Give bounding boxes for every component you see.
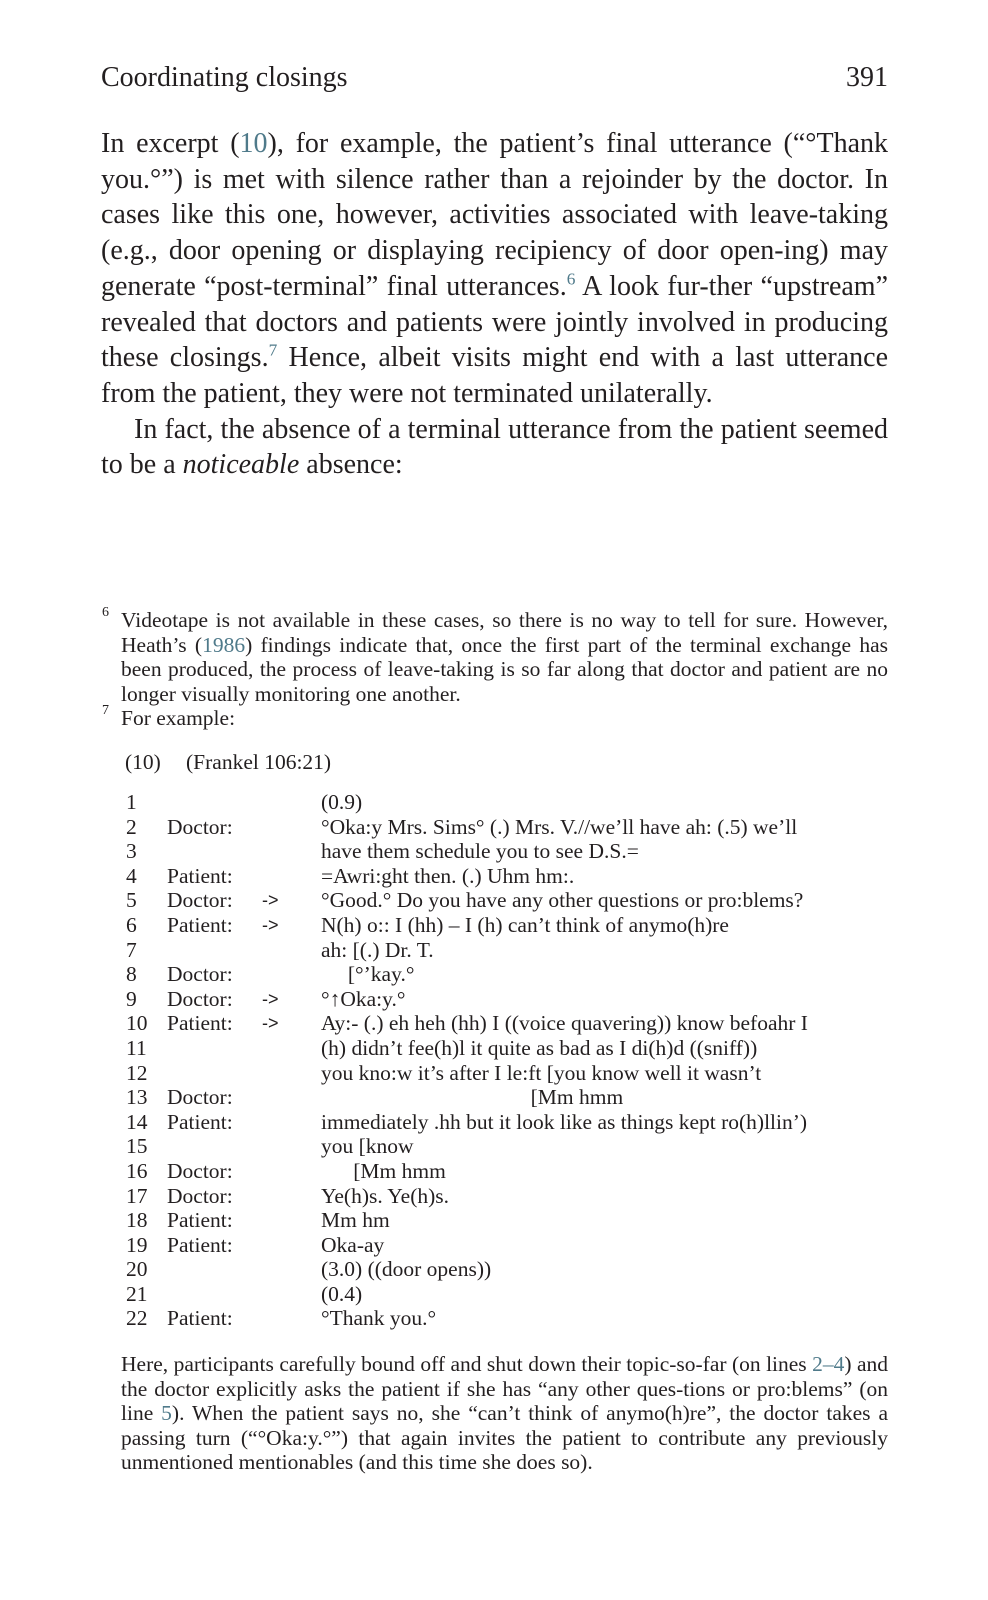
- speaker-label: Doctor:: [167, 986, 233, 1011]
- transcript-line: [126, 815, 886, 840]
- transcript-line: [126, 1159, 886, 1184]
- utterance: (h) didn’t fee(h)l it quite as bad as I di(h)d ((sniff)): [321, 1035, 758, 1060]
- p1-text-a: In excerpt (: [101, 128, 240, 159]
- line-ref-link[interactable]: 5: [161, 1401, 172, 1425]
- running-title: Coordinating closings: [101, 62, 348, 93]
- utterance: [°’kay.°: [321, 962, 415, 987]
- footnote-7: [102, 703, 888, 731]
- speaker-label: Patient:: [167, 863, 233, 888]
- fn6-text-b: ) findings indicate that, once the first part of the terminal exchange has been produced, the process of leave-taking is so far along that doctor and patient are no longer visually monitoring one another.: [121, 632, 888, 706]
- main-text: [101, 126, 888, 483]
- transcript-line: [126, 1036, 886, 1061]
- utterance: =Awri:ght then. (.) Uhm hm:.: [321, 863, 575, 888]
- excerpt-source: (Frankel 106:21): [186, 750, 332, 774]
- line-number: 15: [126, 1134, 148, 1159]
- line-number: 10: [126, 1011, 148, 1036]
- footnote-mark-7: 7: [102, 703, 109, 718]
- line-number: 5: [126, 888, 137, 913]
- speaker-label: Patient:: [167, 1011, 233, 1036]
- excerpt-number: (10): [125, 750, 161, 774]
- utterance: [Mm hmm: [321, 1158, 446, 1183]
- utterance: you [know: [321, 1134, 414, 1159]
- p1-text-c: A look fur-ther “upstream” revealed that doctors and patients were jointly involved in producing these closings.: [101, 270, 888, 374]
- line-number: 16: [126, 1158, 148, 1183]
- transcript-line: [126, 1208, 886, 1233]
- transcript-line: [126, 962, 886, 987]
- line-number: 13: [126, 1085, 148, 1110]
- p1-text-d: Hence, albeit visits might end with a last utterance from the patient, they were not terminated unilaterally.: [101, 342, 889, 409]
- line-number: 4: [126, 863, 137, 888]
- transcript-line: [126, 1184, 886, 1209]
- line-number: 7: [126, 937, 137, 962]
- utterance: °Good.° Do you have any other questions or pro:blems?: [321, 888, 804, 913]
- utterance: °Oka:y Mrs. Sims° (.) Mrs. V.//we’ll have ah: (.5) we’ll: [321, 814, 798, 839]
- transcript-line: [126, 1134, 886, 1159]
- utterance: °Thank you.°: [321, 1306, 437, 1331]
- utterance: you kno:w it’s after I le:ft [you know well it wasn’t: [321, 1060, 762, 1085]
- utterance: (0.4): [321, 1281, 363, 1306]
- utterance: °↑Oka:y.°: [321, 986, 406, 1011]
- closing-paragraph: [121, 1352, 888, 1475]
- utterance: immediately .hh but it look like as things kept ro(h)llin’): [321, 1109, 808, 1134]
- line-number: 17: [126, 1183, 148, 1208]
- line-number: 18: [126, 1208, 148, 1233]
- lines-ref-link[interactable]: 2–4: [812, 1352, 845, 1376]
- utterance: Mm hm: [321, 1208, 390, 1233]
- speaker-label: Doctor:: [167, 1158, 233, 1183]
- utterance: have them schedule you to see D.S.=: [321, 839, 639, 864]
- footnotes: [102, 605, 888, 731]
- transcript-line: [126, 790, 886, 815]
- footnote-ref-6[interactable]: 6: [566, 269, 576, 289]
- transcript-line: [126, 1233, 886, 1258]
- emphasis-noticeable: noticeable: [182, 449, 300, 481]
- speaker-label: Doctor:: [167, 888, 233, 913]
- speaker-label: Patient:: [167, 1109, 233, 1134]
- arrow-marker: ->: [262, 890, 279, 911]
- speaker-label: Patient:: [167, 1306, 233, 1331]
- line-number: 9: [126, 986, 137, 1011]
- speaker-label: Doctor:: [167, 1085, 233, 1110]
- speaker-label: Patient:: [167, 912, 233, 937]
- utterance: N(h) o:: I (hh) – I (h) can’t think of anymo(h)re: [321, 912, 729, 937]
- p1-text-b: ), for example, the patient’s final utterance (“°Thank you.°”) is met with silence rather than a rejoinder by the doctor. In cases like this one, however, activities associated with leave-taking (e.g., door opening or displaying recipiency of door open-ing) may generate “post-terminal” final utterances.: [101, 128, 888, 302]
- transcript-line: [126, 1011, 886, 1036]
- line-number: 20: [126, 1257, 148, 1282]
- p2-text-a: In fact, the absence of a terminal utterance from the patient seemed to be a: [101, 413, 888, 481]
- transcript-line: [126, 1110, 886, 1135]
- line-number: 19: [126, 1232, 148, 1257]
- speaker-label: Doctor:: [167, 962, 233, 987]
- excerpt-ref-link[interactable]: 10: [239, 128, 268, 159]
- running-header: [101, 62, 888, 102]
- transcript-line: [126, 1306, 886, 1331]
- paragraph-2: [101, 412, 888, 483]
- speaker-label: Doctor:: [167, 1183, 233, 1208]
- utterance: (3.0) ((door opens)): [321, 1257, 492, 1282]
- line-number: 2: [126, 814, 137, 839]
- arrow-marker: ->: [262, 988, 279, 1009]
- transcript-line: [126, 1282, 886, 1307]
- transcript-line: [126, 987, 886, 1012]
- line-number: 11: [126, 1035, 147, 1060]
- line-number: 22: [126, 1306, 148, 1331]
- fn6-text-a: Videotape is not available in these cases, so there is no way to tell for sure. However, Heath’s (: [121, 608, 888, 657]
- line-number: 12: [126, 1060, 148, 1085]
- paragraph-1: [101, 126, 888, 412]
- closing-text-b: ) and the doctor explicitly asks the patient if she has “any other ques-tions or pro:blems” (on line: [121, 1352, 888, 1425]
- transcript-line: [126, 839, 886, 864]
- transcript-line: [126, 913, 886, 938]
- utterance: Oka-ay: [321, 1232, 385, 1257]
- utterance: [Mm hmm: [321, 1085, 624, 1110]
- line-number: 1: [126, 790, 137, 814]
- arrow-marker: ->: [262, 914, 279, 935]
- transcript-line: [126, 1085, 886, 1110]
- transcript-line: [126, 1061, 886, 1086]
- speaker-label: Patient:: [167, 1208, 233, 1233]
- page-number: 391: [846, 62, 888, 93]
- citation-link-1986[interactable]: 1986: [202, 632, 246, 657]
- transcript: [126, 790, 886, 1331]
- line-number: 8: [126, 962, 137, 987]
- p2-text-b: absence:: [299, 449, 403, 481]
- speaker-label: Patient:: [167, 1232, 233, 1257]
- line-number: 14: [126, 1109, 148, 1134]
- footnote-ref-7[interactable]: 7: [268, 340, 278, 360]
- fn7-text: For example:: [121, 706, 236, 730]
- closing-text-c: ). When the patient says no, she “can’t think of anymo(h)re”, the doctor takes a passing turn (“°Oka:y.°”) that again invites the patient to contribute any previously unmentioned mentionables (and this time she does so).: [121, 1401, 888, 1474]
- transcript-line: [126, 1257, 886, 1282]
- line-number: 3: [126, 839, 137, 864]
- arrow-marker: ->: [262, 1013, 279, 1034]
- speaker-label: Doctor:: [167, 814, 233, 839]
- utterance: (0.9): [321, 790, 363, 814]
- transcript-line: [126, 938, 886, 963]
- transcript-line: [126, 864, 886, 889]
- footnote-mark-6: 6: [102, 605, 109, 620]
- footnote-6: [102, 605, 888, 706]
- utterance: Ye(h)s. Ye(h)s.: [321, 1183, 450, 1208]
- line-number: 6: [126, 912, 137, 937]
- utterance: ah: [(.) Dr. T.: [321, 937, 434, 962]
- closing-text-a: Here, participants carefully bound off and shut down their topic-so-far (on lines: [121, 1352, 813, 1376]
- line-number: 21: [126, 1281, 148, 1306]
- utterance: Ay:- (.) eh heh (hh) I ((voice quavering)) know befoahr I: [321, 1011, 808, 1036]
- transcript-line: [126, 888, 886, 913]
